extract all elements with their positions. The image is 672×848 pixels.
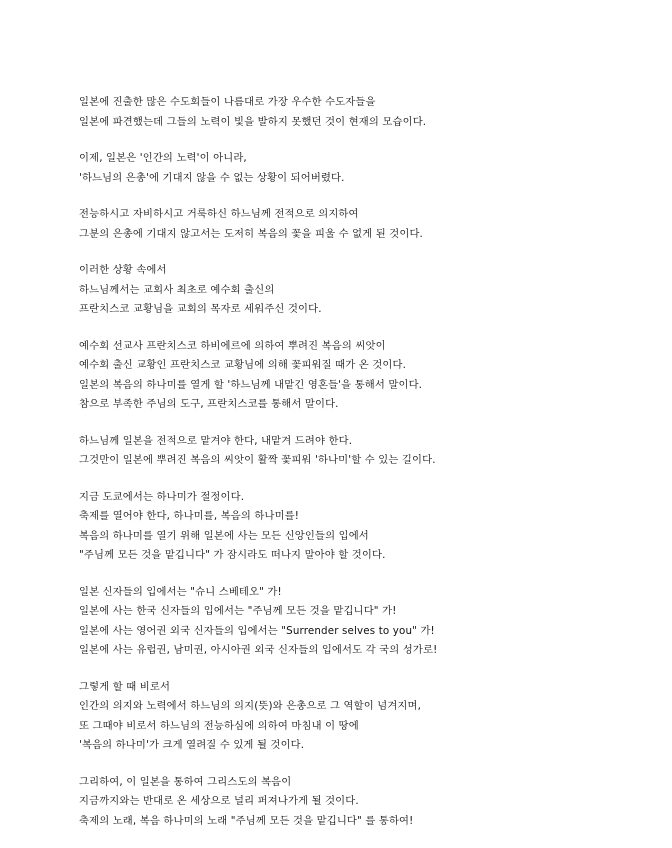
text-line: 일본의 복음의 하나미를 열게 할 '하느님께 내맡긴 영혼들'을 통해서 말이다. bbox=[79, 378, 423, 391]
text-line: 예수회 선교사 프란치스코 하비에르에 의하여 뿌려진 복음의 씨앗이 bbox=[79, 339, 386, 352]
text-line: 축제의 노래, 복음 하나미의 노래 "주님께 모든 것을 맡깁니다" 를 통하여! bbox=[79, 814, 414, 827]
text-line: 일본에 진출한 많은 수도회들이 나름대로 가장 우수한 수도자들을 bbox=[79, 96, 376, 108]
text-line: 그분의 은총에 기대지 않고서는 도저히 복음의 꽃을 피울 수 없게 된 것이다. bbox=[79, 227, 423, 240]
paragraph-4 bbox=[79, 261, 669, 320]
text-line: "주님께 모든 것을 맡깁니다" 가 잠시라도 떠나지 말아야 할 것이다. bbox=[79, 549, 386, 561]
text-line: 그렇게 할 때 비로서 bbox=[79, 680, 171, 693]
paragraph-6 bbox=[79, 432, 669, 471]
paragraph-8 bbox=[79, 583, 669, 661]
text-line: 이러한 상황 속에서 bbox=[79, 264, 167, 276]
text-line: 이제, 일본은 '인간의 노력'이 아니라, bbox=[79, 152, 247, 164]
paragraph-3 bbox=[79, 205, 669, 244]
text-line: 복음의 하나미를 열기 위해 일본에 사는 모든 신앙인들의 입에서 bbox=[79, 529, 369, 542]
text-line: '복음의 하나미'가 크게 열려질 수 있게 될 것이다. bbox=[79, 739, 305, 751]
text-line: 참으로 부족한 주님의 도구, 프란치스코를 통해서 말이다. bbox=[79, 398, 339, 410]
paragraph-10 bbox=[79, 773, 669, 832]
text-line: 일본에 사는 한국 신자들의 입에서는 "주님께 모든 것을 맡깁니다" 가! bbox=[79, 605, 397, 617]
text-line: 축제를 열어야 한다, 하나미를, 복음의 하나미를! bbox=[79, 510, 300, 522]
text-line: 일본에 사는 영어권 외국 신자들의 입에서는 "Surrender selves to you" 가! bbox=[79, 624, 435, 637]
text-line: 일본 신자들의 입에서는 "슈니 스베테오" 가! bbox=[79, 585, 282, 598]
text-line: 또 그때야 비로서 하느님의 전능하심에 의하여 마침내 이 땅에 bbox=[79, 719, 359, 732]
text-line: 하느님께 일본을 전적으로 맡겨야 한다, 내맡겨 드려야 한다. bbox=[79, 434, 353, 447]
text-line: '하느님의 은총'에 기대지 않을 수 없는 상황이 되어버렸다. bbox=[79, 171, 345, 184]
text-line: 전능하시고 자비하시고 거룩하신 하느님께 전적으로 의지하여 bbox=[79, 208, 359, 220]
text-line: 일본에 사는 유럽권, 남미권, 아시아권 외국 신자들의 입에서도 각 국의 성가로! bbox=[79, 644, 438, 656]
paragraph-1 bbox=[79, 93, 669, 132]
paragraph-9 bbox=[79, 678, 669, 756]
text-line: 하느님께서는 교회사 최초로 예수회 출신의 bbox=[79, 283, 275, 296]
paragraph-2 bbox=[79, 149, 669, 188]
text-line: 인간의 의지와 노력에서 하느님의 의지(뜻)와 은총으로 그 역할이 넘겨지며, bbox=[79, 700, 422, 712]
text-line: 예수회 출신 교황인 프란치스코 교황님에 의해 꽃피워질 때가 온 것이다. bbox=[79, 359, 407, 371]
text-line: 그것만이 일본에 뿌려진 복음의 씨앗이 활짝 꽃피워 '하나미'할 수 있는 길이다. bbox=[79, 454, 436, 466]
text-line: 지금 도쿄에서는 하나미가 절정이다. bbox=[79, 490, 245, 503]
text-line: 그리하여, 이 일본을 통하여 그리스도의 복음이 bbox=[79, 775, 292, 788]
paragraph-7 bbox=[79, 488, 669, 566]
text-line: 지금까지와는 반대로 온 세상으로 널리 퍼져나가게 될 것이다. bbox=[79, 795, 359, 807]
text-line: 프란치스코 교황님을 교회의 목자로 세워주신 것이다. bbox=[79, 303, 322, 315]
text-line: 일본에 파견했는데 그들의 노력이 빛을 발하지 못했던 것이 현재의 모습이다. bbox=[79, 115, 427, 128]
paragraph-5 bbox=[79, 337, 669, 415]
document-body bbox=[79, 93, 669, 848]
